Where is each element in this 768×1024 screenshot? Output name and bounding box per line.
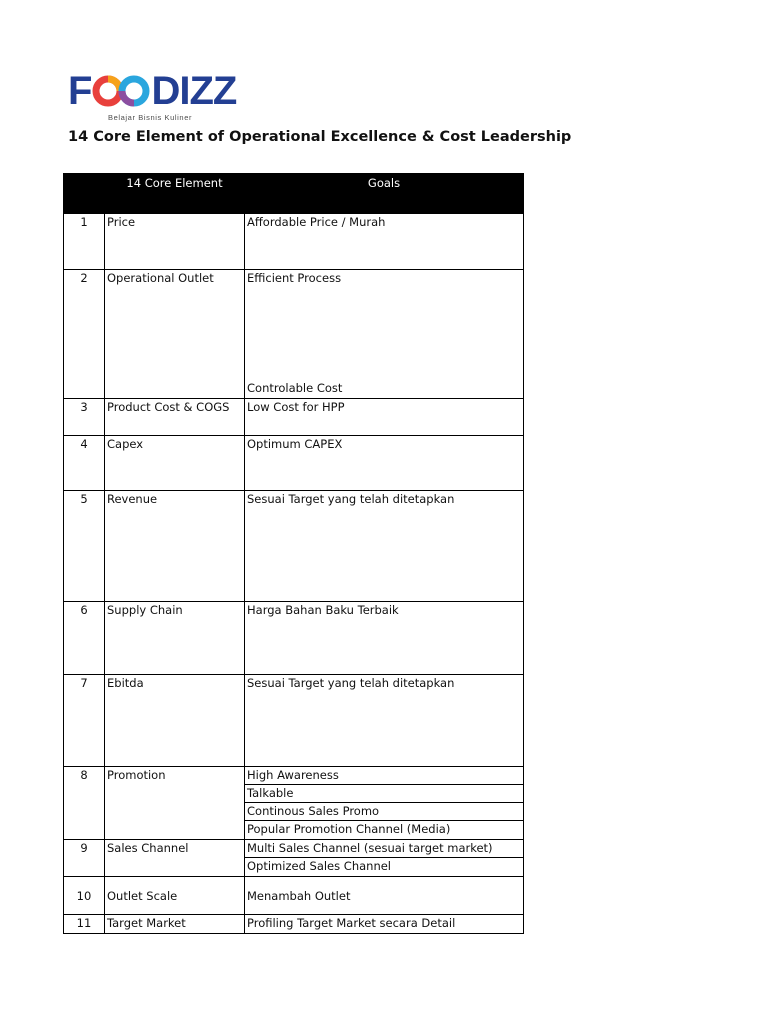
row-element: Capex: [105, 436, 245, 491]
row-goal: Menambah Outlet: [245, 877, 524, 915]
row-goal-split: [245, 270, 523, 398]
row-number: 10: [64, 877, 105, 915]
row-goal: Harga Bahan Baku Terbaik: [245, 602, 524, 675]
table-row: [64, 270, 524, 399]
row-number: 7: [64, 675, 105, 767]
core-element-table: [63, 173, 524, 934]
row-element: Supply Chain: [105, 602, 245, 675]
row-element: Promotion: [105, 767, 245, 840]
table-row: [64, 602, 524, 675]
logo-tagline: Belajar Bisnis Kuliner: [108, 113, 193, 122]
table-header-row: [64, 174, 524, 214]
row-goal-stack: [245, 767, 524, 840]
logo-letters-dizz: DIZZ: [151, 69, 237, 113]
header-goals: Goals: [245, 174, 524, 214]
row-element: Operational Outlet: [105, 270, 245, 399]
header-number: [64, 174, 105, 214]
logo-wordmark: [68, 69, 237, 113]
row-goal: Sesuai Target yang telah ditetapkan: [245, 491, 524, 602]
row-goal: Continous Sales Promo: [245, 803, 523, 821]
row-number: 2: [64, 270, 105, 399]
row-element: Outlet Scale: [105, 877, 245, 915]
table-row: [64, 491, 524, 602]
row-goal: Talkable: [245, 785, 523, 803]
row-number: 11: [64, 915, 105, 934]
foodizz-logo: [68, 69, 238, 126]
row-goal-cell: [245, 270, 524, 399]
table-row: [64, 436, 524, 491]
row-element: Price: [105, 214, 245, 270]
table-row: [64, 399, 524, 436]
table-row: [64, 767, 524, 840]
row-goal: Sesuai Target yang telah ditetapkan: [245, 675, 524, 767]
page-title: 14 Core Element of Operational Excellence & Cost Leadership: [68, 129, 572, 145]
row-goal-stack: [245, 840, 524, 877]
row-element: Sales Channel: [105, 840, 245, 877]
row-element: Product Cost & COGS: [105, 399, 245, 436]
row-goal: Controlable Cost: [247, 381, 343, 395]
row-element: Ebitda: [105, 675, 245, 767]
row-goal: Efficient Process: [247, 271, 342, 285]
table-row: [64, 877, 524, 915]
row-goal: Popular Promotion Channel (Media): [247, 822, 451, 836]
logo-ring-icon: [92, 74, 150, 108]
row-number: 8: [64, 767, 105, 840]
table-row: [64, 675, 524, 767]
row-element: Target Market: [105, 915, 245, 934]
row-number: 5: [64, 491, 105, 602]
row-number: 4: [64, 436, 105, 491]
row-goal: Affordable Price / Murah: [245, 214, 524, 270]
row-number: 1: [64, 214, 105, 270]
table-row: [64, 915, 524, 934]
row-goal: Optimized Sales Channel: [247, 859, 391, 873]
table-row: [64, 840, 524, 877]
row-goal: Low Cost for HPP: [245, 399, 524, 436]
table-row: [64, 214, 524, 270]
header-core-element: 14 Core Element: [105, 174, 245, 214]
row-number: 9: [64, 840, 105, 877]
row-goal: High Awareness: [245, 767, 523, 785]
row-goal: Profiling Target Market secara Detail: [245, 915, 524, 934]
row-goal: Optimum CAPEX: [245, 436, 524, 491]
logo-letter-f: F: [68, 69, 92, 113]
row-number: 3: [64, 399, 105, 436]
row-goal: Multi Sales Channel (sesuai target market): [245, 840, 523, 858]
row-number: 6: [64, 602, 105, 675]
row-element: Revenue: [105, 491, 245, 602]
